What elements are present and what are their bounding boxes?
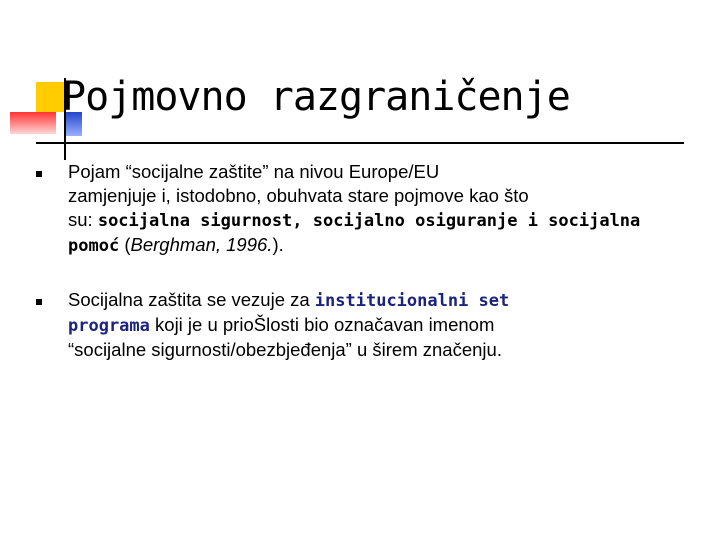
title-underline-rule xyxy=(36,142,684,144)
bullet-item-1 xyxy=(36,160,696,258)
bullet-1-line-4-close: ). xyxy=(272,234,284,255)
bullet-square-icon xyxy=(36,299,42,305)
bullet-2-line-2-emphasis: programa xyxy=(68,316,150,336)
bullet-1-citation: Berghman, 1996. xyxy=(130,234,273,255)
bullet-1-line-3-prefix: su: xyxy=(68,209,98,230)
bullet-1-line-3-emphasis: socijalna sigurnost, socijalno osiguranje i socijalna xyxy=(97,211,641,231)
bullet-1-line-4-emphasis: pomoć xyxy=(68,236,120,256)
accent-red-block xyxy=(10,112,56,134)
slide-title: Pojmovno razgraničenje xyxy=(62,74,570,120)
bullet-1-line-1: Pojam “socijalne zaštite” na nivou Europe/EU xyxy=(68,161,440,182)
bullet-2-line-1: Socijalna zaštita se vezuje za xyxy=(68,289,315,310)
bullet-square-icon xyxy=(36,171,42,177)
bullet-1-line-2: zamjenjuje i, istodobno, obuhvata stare pojmove kao što xyxy=(68,185,529,206)
bullet-item-2 xyxy=(36,288,696,362)
bullet-1-line-4-open: ( xyxy=(119,234,131,255)
bullet-list xyxy=(36,160,696,362)
bullet-2-line-1-emphasis: institucionalni set xyxy=(314,291,510,311)
bullet-2-line-3: “socijalne sigurnosti/obezbjeđenja” u širem značenju. xyxy=(68,339,502,360)
bullet-2-line-2: koji je u prioŠlosti bio označavan imenom xyxy=(149,314,495,335)
